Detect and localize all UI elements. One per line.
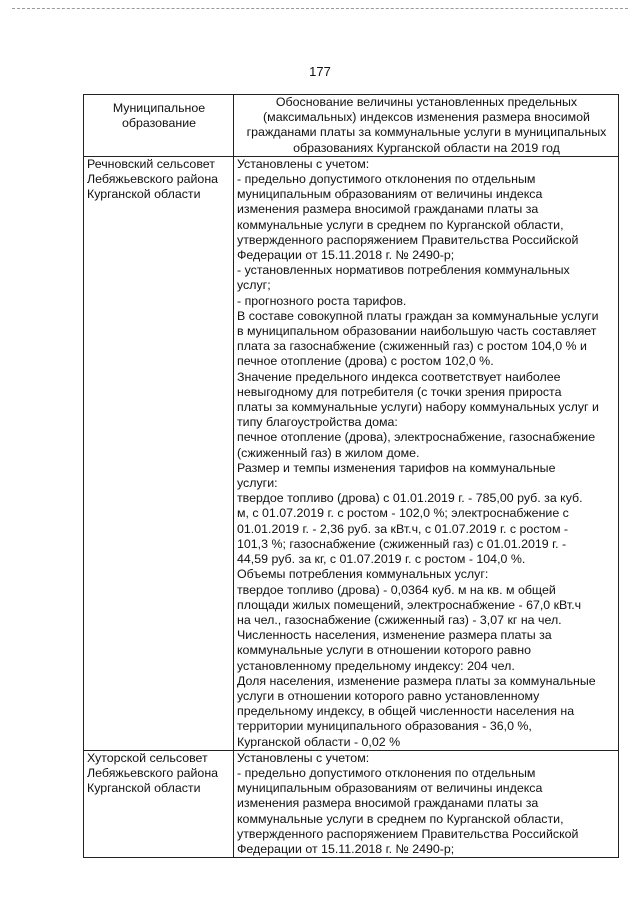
municipality-cell: Речновский сельсовет Лебяжьевского района Курганской области: [84, 156, 234, 750]
municipality-cell: Хуторской сельсовет Лебяжьевского района Курганской области: [84, 750, 234, 857]
justification-cell: Установлены с учетом: - предельно допустимого отклонения по отдельным муниципальным образованиям от величины индекса изменения размера вносимой гражданами платы за коммунальные услуги в среднем по Курганской области, утвержденного распоряжением Правительства Российской Федерации от 15.11.2018 г. № 2490-р;: [234, 750, 619, 857]
justification-table: [83, 94, 619, 858]
table-header-row: [84, 95, 619, 157]
header-justification: Обоснование величины установленных предельных (максимальных) индексов изменения размера вносимой гражданами платы за коммунальные услуги в муниципальных образованиях Курганской области на 2019 год: [234, 95, 619, 157]
scan-top-border: [12, 8, 628, 9]
page-number: 177: [309, 64, 331, 79]
table-row: [84, 750, 619, 857]
table-row: [84, 156, 619, 750]
header-municipality: Муниципальное образование: [84, 95, 234, 157]
justification-cell: Установлены с учетом: - предельно допустимого отклонения по отдельным муниципальным образованиям от величины индекса изменения размера вносимой гражданами платы за коммунальные услуги в среднем по Курганской области, утвержденного распоряжением Правительства Российской Федерации от 15.11.2018 г. № 2490-р; - установленных нормативов потребления коммунальных услуг; - прогнозного роста тарифов. В составе совокупной платы граждан за коммунальные услуги в муниципальном образовании наибольшую часть составляет плата за газоснабжение (сжиженный газ) с ростом 104,0 % и печное отопление (дрова) с ростом 102,0 %. Значение предельного индекса соответствует наиболее невыгодному для потребителя (с точки зрения прироста платы за коммунальные услуги) набору коммунальных услуг и типу благоустройства дома: печное отопление (дрова), электроснабжение, газоснабжение (сжиженный газ) в жилом доме. Размер и темпы изменения тарифов на коммунальные услуги: твердое топливо (дрова) с 01.01.2019 г. - 785,00 руб. за куб. м, с 01.07.2019 г. с ростом - 102,0 %; электроснабжение с 01.01.2019 г. - 2,36 руб. за кВт.ч, с 01.07.2019 г. с ростом - 101,3 %; газоснабжение (сжиженный газ) с 01.01.2019 г. - 44,59 руб. за кг, с 01.07.2019 г. с ростом - 104,0 %. Объемы потребления коммунальных услуг: твердое топливо (дрова) - 0,0364 куб. м на кв. м общей площади жилых помещений, электроснабжение - 67,0 кВт.ч на чел., газоснабжение (сжиженный газ) - 3,07 кг на чел. Численность населения, изменение размера платы за коммунальные услуги в отношении которого равно установленному предельному индексу: 204 чел. Доля населения, изменение размера платы за коммунальные услуги в отношении которого равно установленному предельному индексу, в общей численности населения на территории муниципального образования - 36,0 %, Курганской области - 0,02 %: [234, 156, 619, 750]
